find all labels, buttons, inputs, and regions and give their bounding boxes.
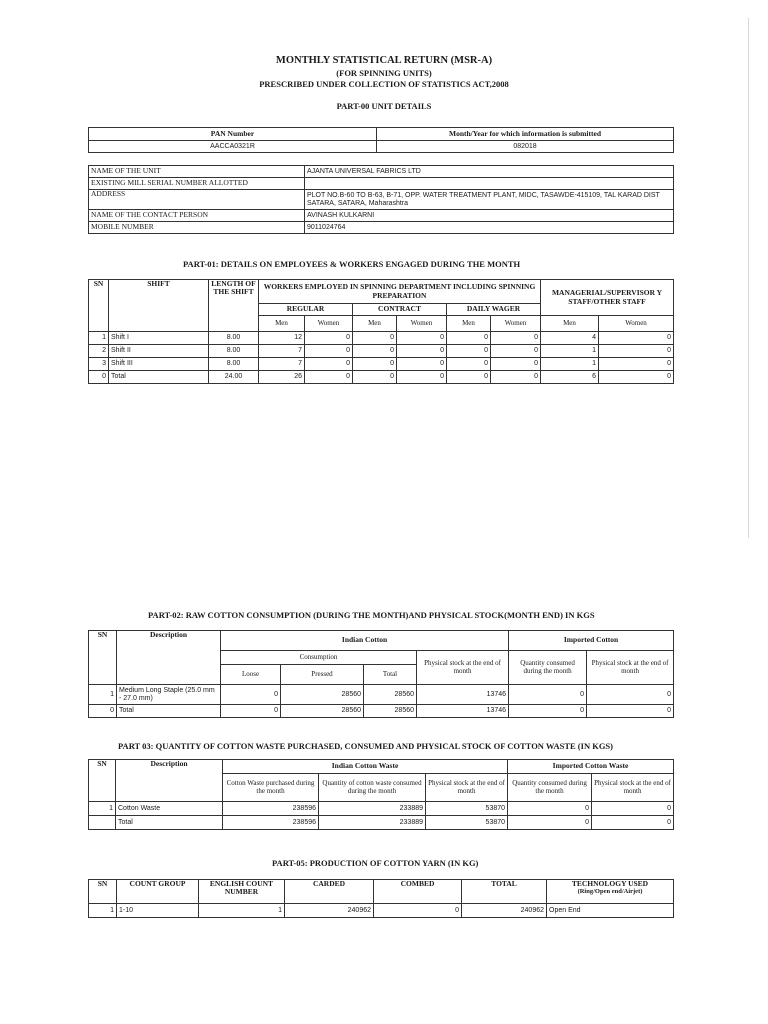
yarn-count: 1-10 — [117, 904, 199, 918]
emp-mgr-women: 0 — [599, 371, 674, 384]
mobile-label: MOBILE NUMBER — [89, 222, 305, 234]
emp-con-men: 0 — [353, 345, 397, 358]
yarn-h-tech — [547, 880, 674, 904]
waste-h-phys2: Physical stock at the end of month — [592, 774, 674, 802]
mobile-value: 9011024764 — [305, 222, 674, 234]
month-label: Month/Year for which information is submitted — [377, 128, 674, 141]
raw-h-desc: Description — [117, 631, 221, 685]
waste-total-row — [89, 816, 674, 830]
raw-desc: Total — [117, 705, 221, 718]
yarn-total: 240962 — [462, 904, 547, 918]
raw-loose: 0 — [221, 685, 281, 705]
raw-h-loose: Loose — [221, 665, 281, 685]
emp-row — [89, 345, 674, 358]
yarn-carded: 240962 — [285, 904, 374, 918]
raw-h-imported: Imported Cotton — [509, 631, 674, 651]
mill-serial-label: EXISTING MILL SERIAL NUMBER ALLOTTED — [89, 178, 305, 190]
emp-con-men: 0 — [353, 371, 397, 384]
waste-h-consumed: Quantity of cotton waste consumed during the month — [319, 774, 426, 802]
emp-h-women: Women — [397, 316, 447, 332]
emp-length: 8.00 — [209, 332, 259, 345]
yarn-english: 1 — [199, 904, 285, 918]
emp-h-women: Women — [305, 316, 353, 332]
yarn-sn: 1 — [89, 904, 117, 918]
raw-h-consumption: Consumption — [221, 651, 417, 665]
emp-daily-women: 0 — [491, 358, 541, 371]
raw-desc: Medium Long Staple (25.0 mm - 27.0 mm) — [117, 685, 221, 705]
waste-h-sn: SN — [89, 760, 116, 802]
emp-h-contract: CONTRACT — [353, 304, 447, 316]
emp-mgr-men: 4 — [541, 332, 599, 345]
yarn-h-combed: COMBED — [374, 880, 462, 904]
raw-total: 28560 — [364, 705, 417, 718]
emp-daily-women: 0 — [491, 332, 541, 345]
raw-total: 28560 — [364, 685, 417, 705]
emp-con-women: 0 — [397, 371, 447, 384]
contact-person-value: AVINASH KULKARNI — [305, 210, 674, 222]
emp-mgr-women: 0 — [599, 332, 674, 345]
raw-phys2: 0 — [587, 705, 674, 718]
address-value: PLOT NO.B-60 TO B-63, B-71, OPP. WATER TREATMENT PLANT, MIDC, TASAWDE-415109, TAL KARAD DIST SATARA, SATARA, Maharashtra — [305, 190, 674, 210]
emp-shift: Shift III — [109, 358, 209, 371]
emp-h-women: Women — [491, 316, 541, 332]
pan-table — [88, 127, 674, 153]
emp-h-men: Men — [259, 316, 305, 332]
emp-length: 8.00 — [209, 345, 259, 358]
employees-table — [88, 279, 674, 384]
raw-total-row — [89, 705, 674, 718]
raw-loose: 0 — [221, 705, 281, 718]
raw-pressed: 28560 — [281, 685, 364, 705]
emp-con-women: 0 — [397, 345, 447, 358]
raw-qty: 0 — [509, 685, 587, 705]
emp-con-women: 0 — [397, 332, 447, 345]
waste-sn: 1 — [89, 802, 116, 816]
part03-heading: PART 03: QUANTITY OF COTTON WASTE PURCHASED, CONSUMED AND PHYSICAL STOCK OF COTTON WASTE (IN KGS) — [118, 741, 613, 751]
yarn-tech: Open End — [547, 904, 674, 918]
yarn-h-tech-sub: (Ring/Open end/Airjet) — [577, 888, 643, 896]
raw-h-phys: Physical stock at the end of month — [417, 651, 509, 685]
emp-h-men: Men — [353, 316, 397, 332]
waste-consumed: 233889 — [319, 802, 426, 816]
waste-sn — [89, 816, 116, 830]
emp-mgr-men: 1 — [541, 358, 599, 371]
emp-reg-men: 12 — [259, 332, 305, 345]
unit-details-table — [88, 165, 674, 234]
emp-length: 8.00 — [209, 358, 259, 371]
pan-label: PAN Number — [89, 128, 377, 141]
raw-h-sn: SN — [89, 631, 117, 685]
yarn-h-total: TOTAL — [462, 880, 547, 904]
emp-reg-women: 0 — [305, 358, 353, 371]
emp-h-regular: REGULAR — [259, 304, 353, 316]
waste-qty: 0 — [508, 816, 592, 830]
emp-h-sn: SN — [89, 280, 109, 332]
unit-name-label: NAME OF THE UNIT — [89, 166, 305, 178]
emp-daily-men: 0 — [447, 332, 491, 345]
emp-shift: Shift II — [109, 345, 209, 358]
emp-daily-women: 0 — [491, 371, 541, 384]
yarn-h-count: COUNT GROUP — [117, 880, 199, 904]
emp-total-row — [89, 371, 674, 384]
emp-reg-women: 0 — [305, 332, 353, 345]
raw-row — [89, 685, 674, 705]
raw-h-indian: Indian Cotton — [221, 631, 509, 651]
waste-h-purch: Cotton Waste purchased during the month — [223, 774, 319, 802]
emp-sn: 0 — [89, 371, 109, 384]
emp-length: 24.00 — [209, 371, 259, 384]
emp-con-women: 0 — [397, 358, 447, 371]
yarn-row — [89, 904, 674, 918]
raw-pressed: 28560 — [281, 705, 364, 718]
yarn-h-sn: SN — [89, 880, 117, 904]
emp-sn: 3 — [89, 358, 109, 371]
document-title: MONTHLY STATISTICAL RETURN (MSR-A) — [275, 55, 493, 66]
cotton-waste-table — [88, 759, 674, 830]
waste-phys: 53870 — [426, 816, 508, 830]
emp-mgr-women: 0 — [599, 345, 674, 358]
emp-daily-women: 0 — [491, 345, 541, 358]
emp-con-men: 0 — [353, 332, 397, 345]
waste-phys: 53870 — [426, 802, 508, 816]
emp-sn: 2 — [89, 345, 109, 358]
emp-row — [89, 332, 674, 345]
emp-shift: Shift I — [109, 332, 209, 345]
emp-h-shift: SHIFT — [109, 280, 209, 332]
waste-h-phys: Physical stock at the end of month — [426, 774, 508, 802]
raw-phys2: 0 — [587, 685, 674, 705]
yarn-production-table — [88, 879, 674, 918]
waste-desc: Total — [116, 816, 223, 830]
yarn-h-tech-label: TECHNOLOGY USED — [571, 879, 649, 888]
emp-daily-men: 0 — [447, 345, 491, 358]
waste-phys2: 0 — [592, 802, 674, 816]
part02-heading: PART-02: RAW COTTON CONSUMPTION (DURING THE MONTH)AND PHYSICAL STOCK(MONTH END) IN KGS — [148, 610, 595, 620]
emp-h-men: Men — [447, 316, 491, 332]
month-value: 082018 — [377, 141, 674, 153]
emp-h-workers: WORKERS EMPLOYED IN SPINNING DEPARTMENT INCLUDING SPINNING PREPARATION — [259, 280, 541, 304]
yarn-combed: 0 — [374, 904, 462, 918]
raw-phys: 13746 — [417, 705, 509, 718]
part00-heading: PART-00 UNIT DETAILS — [336, 101, 432, 111]
part05-heading: PART-05: PRODUCTION OF COTTON YARN (IN KG) — [272, 858, 479, 868]
emp-h-managerial: MANAGERIAL/SUPERVISOR Y STAFF/OTHER STAFF — [541, 280, 674, 316]
raw-qty: 0 — [509, 705, 587, 718]
emp-mgr-women: 0 — [599, 358, 674, 371]
waste-phys2: 0 — [592, 816, 674, 830]
waste-h-qty: Quantity consumed during the month — [508, 774, 592, 802]
address-label: ADDRESS — [89, 190, 305, 210]
waste-h-imported: Imported Cotton Waste — [508, 760, 674, 774]
emp-mgr-men: 6 — [541, 371, 599, 384]
emp-reg-men: 7 — [259, 345, 305, 358]
emp-daily-men: 0 — [447, 358, 491, 371]
raw-h-qty: Quantity consumed during the month — [509, 651, 587, 685]
part01-heading: PART-01: DETAILS ON EMPLOYEES & WORKERS ENGAGED DURING THE MONTH — [183, 259, 521, 269]
emp-h-women: Women — [599, 316, 674, 332]
raw-phys: 13746 — [417, 685, 509, 705]
raw-cotton-table — [88, 630, 674, 718]
emp-h-men: Men — [541, 316, 599, 332]
waste-purch: 238596 — [223, 802, 319, 816]
scan-edge-line — [748, 18, 749, 538]
yarn-h-english: ENGLISH COUNT NUMBER — [199, 880, 285, 904]
document-prescribed: PRESCRIBED UNDER COLLECTION OF STATISTICS ACT,2008 — [259, 79, 509, 89]
emp-mgr-men: 1 — [541, 345, 599, 358]
waste-h-desc: Description — [116, 760, 223, 802]
raw-sn: 0 — [89, 705, 117, 718]
waste-row — [89, 802, 674, 816]
emp-daily-men: 0 — [447, 371, 491, 384]
contact-person-label: NAME OF THE CONTACT PERSON — [89, 210, 305, 222]
mill-serial-value — [305, 178, 674, 190]
emp-h-daily: DAILY WAGER — [447, 304, 541, 316]
raw-sn: 1 — [89, 685, 117, 705]
emp-reg-men: 7 — [259, 358, 305, 371]
document-subtitle: (FOR SPINNING UNITS) — [336, 68, 432, 78]
waste-purch: 238596 — [223, 816, 319, 830]
pan-value: AACCA0321R — [89, 141, 377, 153]
emp-row — [89, 358, 674, 371]
emp-shift: Total — [109, 371, 209, 384]
emp-con-men: 0 — [353, 358, 397, 371]
raw-h-phys2: Physical stock at the end of month — [587, 651, 674, 685]
raw-h-total: Total — [364, 665, 417, 685]
waste-desc: Cotton Waste — [116, 802, 223, 816]
emp-reg-men: 26 — [259, 371, 305, 384]
unit-name-value: AJANTA UNIVERSAL FABRICS LTD — [305, 166, 674, 178]
emp-h-length: LENGTH OF THE SHIFT — [209, 280, 259, 332]
emp-reg-women: 0 — [305, 371, 353, 384]
waste-qty: 0 — [508, 802, 592, 816]
waste-h-indian: Indian Cotton Waste — [223, 760, 508, 774]
raw-h-pressed: Pressed — [281, 665, 364, 685]
emp-sn: 1 — [89, 332, 109, 345]
yarn-h-carded: CARDED — [285, 880, 374, 904]
emp-reg-women: 0 — [305, 345, 353, 358]
waste-consumed: 233889 — [319, 816, 426, 830]
